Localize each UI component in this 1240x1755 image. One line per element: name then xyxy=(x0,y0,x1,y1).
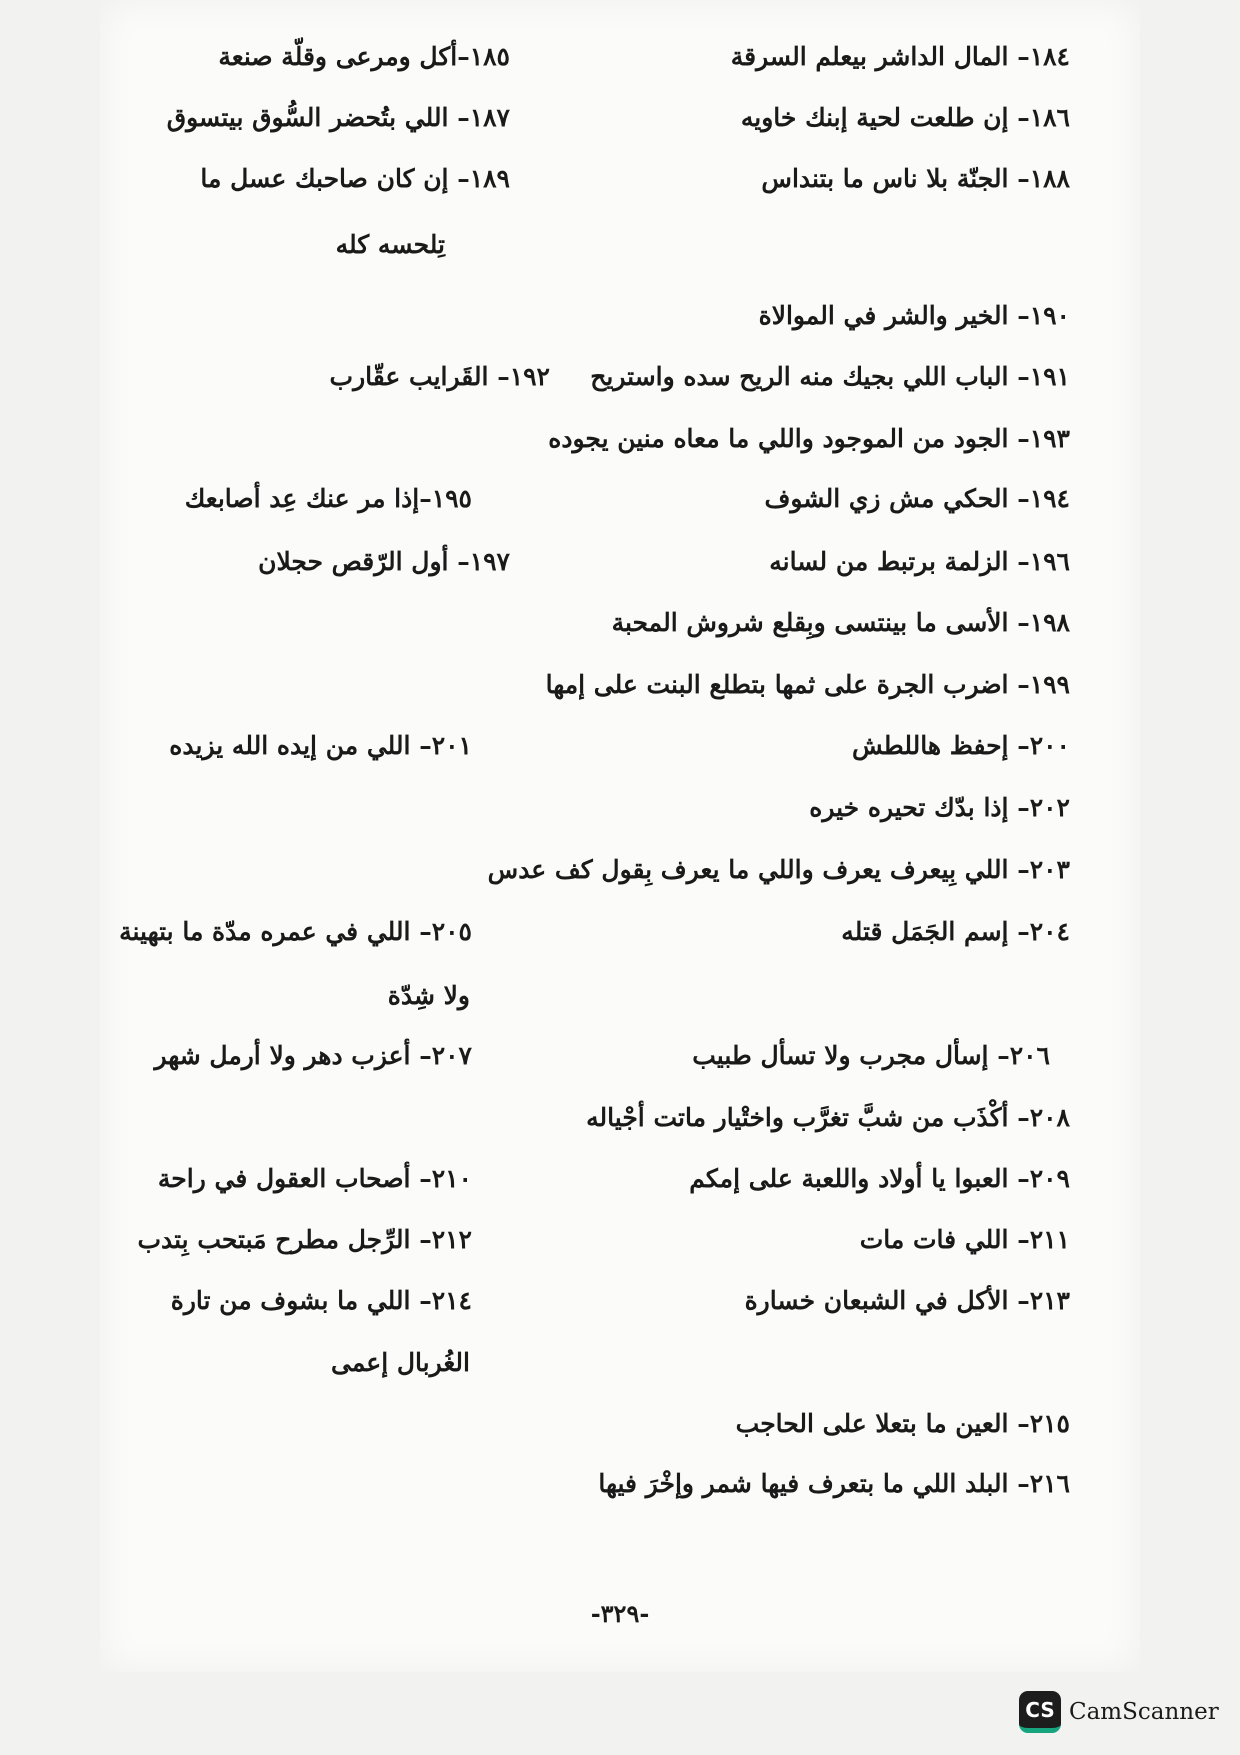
proverb-199: ١٩٩– اضرب الجرة على ثمها بتطلع البنت على إمها xyxy=(545,670,1070,699)
proverb-212: ٢١٢– الرِّجل مطرح مَبتحب بِتدب xyxy=(137,1225,472,1254)
proverb-206: ٢٠٦– إسأل مجرب ولا تسأل طبيب xyxy=(692,1041,1050,1070)
proverb-203: ٢٠٣– اللي بِيعرف يعرف واللي ما يعرف بِقول كف عدس xyxy=(487,855,1070,884)
proverb-215: ٢١٥– العين ما بتعلا على الحاجب xyxy=(735,1409,1070,1438)
proverb-205: ٢٠٥– اللي في عمره مدّة ما بتهينة xyxy=(119,917,472,946)
proverb-200: ٢٠٠– إحفظ هاللطش xyxy=(851,731,1070,760)
proverb-208: ٢٠٨– أكْذَب من شبَّ تغرَّب واختْيار ماتت أجْياله xyxy=(586,1103,1070,1132)
proverb-189-continued: تِلحسه كله xyxy=(335,230,445,259)
proverb-188: ١٨٨– الجنّة بلا ناس ما بتنداس xyxy=(761,164,1070,193)
proverb-187: ١٨٧– اللي بتُحضر السُّوق بيتسوق xyxy=(166,103,510,132)
proverb-189: ١٨٩– إن كان صاحبك عسل ما xyxy=(200,164,510,193)
camscanner-label: CamScanner xyxy=(1069,1699,1219,1725)
proverb-191: ١٩١– الباب اللي بجيك منه الريح سده واستريح xyxy=(590,362,1070,391)
proverb-209: ٢٠٩– العبوا يا أولاد واللعبة على إمكم xyxy=(689,1164,1070,1193)
proverb-202: ٢٠٢– إذا بدّك تحيره خيره xyxy=(809,793,1070,822)
proverb-205-continued: ولا شِدّة xyxy=(387,981,470,1010)
proverb-214: ٢١٤– اللي ما بشوف من تارة xyxy=(170,1286,472,1315)
proverb-204: ٢٠٤– إسم الجَمَل قتله xyxy=(841,917,1070,946)
proverb-190: ١٩٠– الخير والشر في الموالاة xyxy=(758,301,1070,330)
camscanner-logo-icon: CS xyxy=(1019,1691,1061,1733)
proverb-195: ١٩٥–إذا مر عنك عِد أصابعك xyxy=(184,484,472,513)
proverb-184: ١٨٤– المال الداشر بيعلم السرقة xyxy=(730,42,1070,71)
proverb-193: ١٩٣– الجود من الموجود واللي ما معاه منين يجوده xyxy=(548,424,1070,453)
camscanner-watermark xyxy=(1019,1690,1219,1734)
proverb-186: ١٨٦– إن طلعت لحية إبنك خاويه xyxy=(740,103,1070,132)
proverb-192: ١٩٢– القَرايب عقّارب xyxy=(329,362,550,391)
proverb-216: ٢١٦– البلد اللي ما بتعرف فيها شمر وإخْرَ فيها xyxy=(598,1469,1070,1498)
proverb-210: ٢١٠– أصحاب العقول في راحة xyxy=(157,1164,472,1193)
proverb-213: ٢١٣– الأكل في الشبعان خسارة xyxy=(744,1286,1070,1315)
proverb-201: ٢٠١– اللي من إيده الله يزيده xyxy=(169,731,472,760)
proverb-185: ١٨٥–أكل ومرعى وقلّة صنعة xyxy=(218,42,510,71)
proverb-196: ١٩٦– الزلمة برتبط من لسانه xyxy=(769,547,1070,576)
page-number: -٣٢٩- xyxy=(590,1599,650,1628)
proverb-198: ١٩٨– الأسى ما بينتسى وبِقلع شروش المحبة xyxy=(611,608,1070,637)
proverb-194: ١٩٤– الحكي مش زي الشوف xyxy=(764,484,1070,513)
proverb-214-continued: الغُربال إعمى xyxy=(330,1348,470,1377)
proverb-197: ١٩٧– أول الرّقص حجلان xyxy=(258,547,510,576)
proverb-211: ٢١١– اللي فات مات xyxy=(859,1225,1070,1254)
proverb-207: ٢٠٧– أعزب دهر ولا أرمل شهر xyxy=(154,1041,472,1070)
